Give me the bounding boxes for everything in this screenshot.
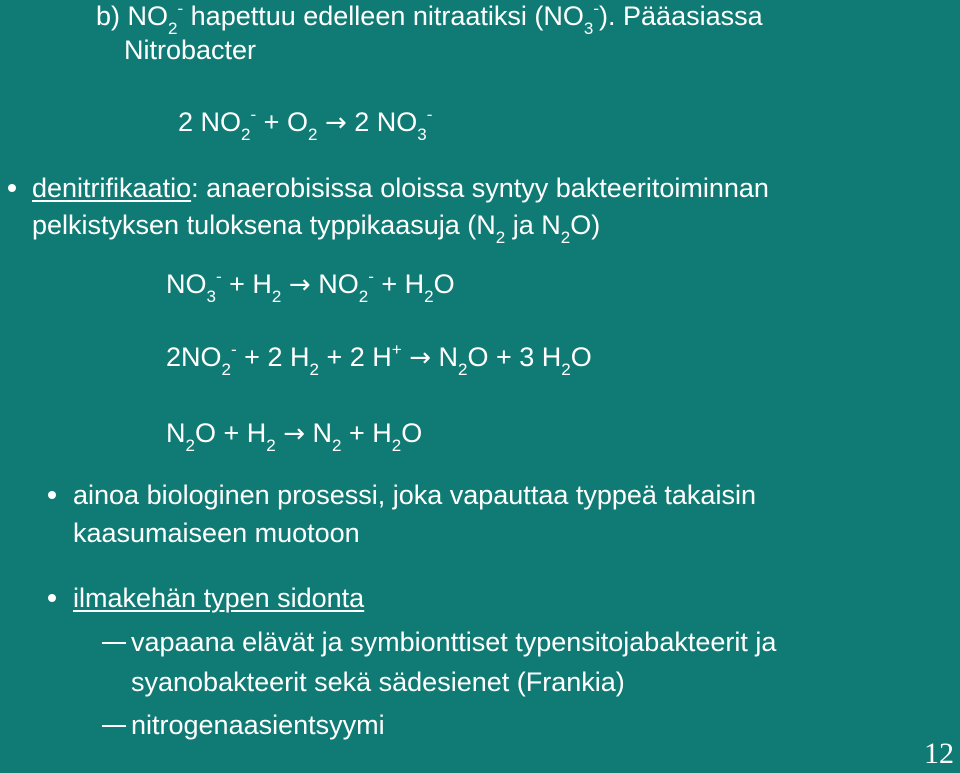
text: b) NO <box>96 1 169 31</box>
dash-icon <box>102 642 126 644</box>
dash-icon <box>102 725 126 727</box>
text: O <box>570 342 592 372</box>
text: O + 3 H <box>467 342 562 372</box>
bullet-icon <box>48 594 56 602</box>
slide-number: 12 <box>924 737 954 770</box>
subscript: 2 <box>221 360 231 379</box>
bullet-icon <box>8 184 16 192</box>
equation-nitrate-reduction <box>166 267 455 306</box>
reaction-arrow-icon: → <box>324 108 347 138</box>
subscript: 2 <box>358 287 369 306</box>
superscript: - <box>426 105 433 124</box>
text: + 2 H <box>236 342 310 372</box>
superscript: - <box>250 105 257 124</box>
subscript: 2 <box>391 436 402 455</box>
nitrobacter-line: Nitrobacter <box>124 35 257 65</box>
nitratation-line <box>96 0 763 38</box>
denitrification-line1 <box>32 172 769 204</box>
text: 2 NO <box>178 107 242 137</box>
denitrification-line2 <box>32 209 601 247</box>
biological-process-line2: kaasumaiseen muotoon <box>73 518 360 548</box>
subscript: 3 <box>417 125 427 144</box>
reaction-arrow-icon: → <box>409 343 431 373</box>
bullet-icon <box>48 491 56 499</box>
text: + H <box>341 418 392 448</box>
subscript: 2 <box>561 360 571 379</box>
text: ja N <box>505 210 561 240</box>
text: N <box>305 418 333 448</box>
biological-process-line1: ainoa biologinen prosessi, joka vapauttaa typpeä takaisin <box>73 480 756 510</box>
subscript: 3 <box>583 19 594 38</box>
text: + H <box>373 269 425 299</box>
subscript: 2 <box>332 436 342 455</box>
reaction-arrow-icon: → <box>288 270 311 300</box>
equation-nitrous-oxide-reduction <box>166 417 423 455</box>
text: N <box>430 342 458 372</box>
text: NO <box>166 269 207 299</box>
superscript: - <box>368 267 374 286</box>
subscript: 2 <box>266 436 276 455</box>
text: pelkistyksen tuloksena typpikaasuja (N <box>32 210 496 240</box>
subscript: 2 <box>241 125 251 144</box>
superscript: - <box>215 267 222 286</box>
subscript: 2 <box>457 360 468 379</box>
text: 2 NO <box>346 107 418 137</box>
fixing-bacteria-line2: syanobakteerit sekä sädesienet (Frankia) <box>131 667 625 697</box>
text: + 2 H <box>318 342 392 372</box>
text: + H <box>221 269 272 299</box>
subscript: 2 <box>309 360 319 379</box>
subscript: 2 <box>185 436 195 455</box>
nitrogen-fixation-label[interactable]: ilmakehän typen sidonta <box>73 583 365 613</box>
nitrogenase-line: nitrogenaasientsyymi <box>131 710 385 740</box>
superscript: + <box>391 340 402 359</box>
text: hapettuu edelleen nitraatiksi (NO <box>183 1 584 31</box>
denitrification-link[interactable]: denitrifikaatio <box>32 173 192 203</box>
fixing-bacteria-line1: vapaana elävät ja symbionttiset typensitojabakteerit ja <box>131 627 777 657</box>
equation-nitrite-reduction <box>166 340 592 379</box>
superscript: - <box>593 0 600 18</box>
subscript: 2 <box>271 287 282 306</box>
subscript: 2 <box>424 287 434 306</box>
reaction-arrow-icon: → <box>283 419 306 449</box>
subscript: 2 <box>495 228 506 247</box>
text: N <box>166 418 186 448</box>
text: 2NO <box>166 342 222 372</box>
superscript: - <box>177 0 184 18</box>
subscript: 2 <box>168 19 178 38</box>
text: : anaerobisissa oloissa syntyy bakteeritoiminnan <box>191 173 769 203</box>
superscript: - <box>231 340 237 359</box>
text: NO <box>310 269 359 299</box>
text: O <box>433 269 455 299</box>
equation-nitrite-oxidation <box>178 105 433 144</box>
nitrogen-fixation-link[interactable] <box>73 582 364 614</box>
text: O) <box>570 210 601 240</box>
subscript: 2 <box>307 125 318 144</box>
subscript: 2 <box>560 228 571 247</box>
text: O + H <box>194 418 267 448</box>
text: O <box>401 418 423 448</box>
text: + O <box>256 107 308 137</box>
text: ). Pääasiassa <box>599 1 763 31</box>
subscript: 3 <box>206 287 216 306</box>
